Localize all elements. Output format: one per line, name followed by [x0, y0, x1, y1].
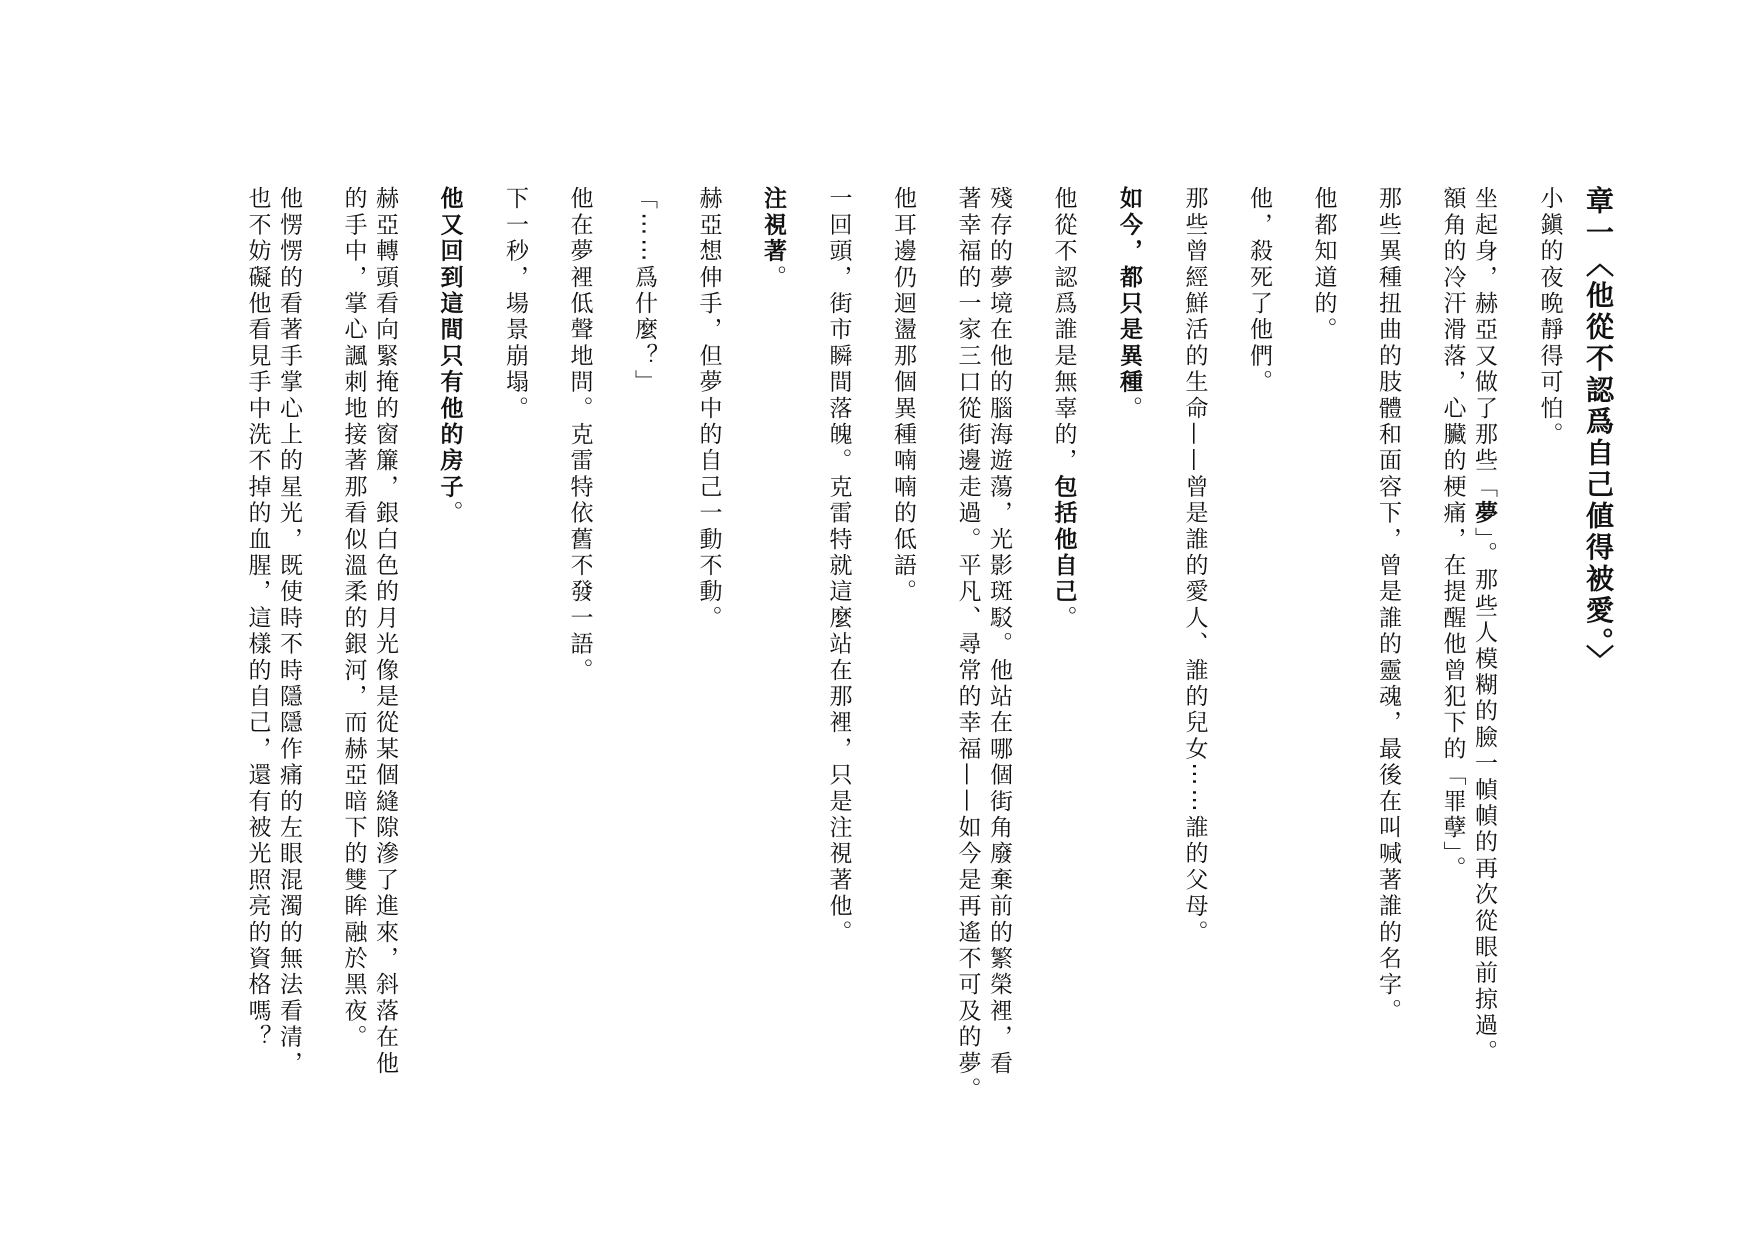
dialogue-line: 「⋯⋯爲什麼？」 — [631, 186, 657, 396]
paragraph: 他愣愣的看著手掌心上的星光，既使時不時隱隱作痛的左眼混濁的無法看清， — [276, 186, 302, 1077]
paragraph: 他都知道的。 — [1310, 186, 1337, 344]
vertical-text-body — [241, 186, 1615, 1103]
emphasis: 注視著 — [760, 186, 787, 265]
paragraph: 他耳邊仍迴盪那個異種喃喃的低語。 — [890, 186, 916, 606]
paragraph: 他又回到這間只有他的房子。 — [436, 186, 464, 527]
paragraph: 他在夢裡低聲地問。克雷特依舊不發一語。 — [566, 186, 593, 684]
paragraph: 那些異種扭曲的肢體和面容下，曾是誰的靈魂，最後在叫喊著誰的名字。 — [1375, 186, 1401, 1025]
paragraph: 殘存的夢境在他的腦海遊蕩，光影斑駁。他站在哪個街角廢棄前的繁榮裡，看 — [986, 186, 1012, 1077]
paragraph: 那些曾經鮮活的生命——曾是誰的愛人、誰的兒女⋯⋯誰的父母。 — [1181, 186, 1208, 946]
paragraph-continued: 著幸福的一家三口從街邊走過。平凡、尋常的幸福——如今是再遙不可及的夢。 — [954, 186, 981, 1103]
paragraph: 他，殺死了他們。 — [1246, 186, 1272, 396]
paragraph-continued: 額角的冷汗滑落，心臟的梗痛，在提醒他曾犯下的「罪孽」。 — [1439, 186, 1466, 882]
emphasis: 包括他自己 — [1050, 474, 1078, 606]
paragraph-continued: 的手中，掌心諷刺地接著那看似溫柔的銀河，而赫亞暗下的雙眸融於黑夜。 — [340, 186, 367, 1051]
paragraph-continued: 也不妨礙他看見手中洗不掉的血腥，這樣的自己，還有被光照亮的資格嗎？ — [244, 186, 271, 1051]
paragraph: 小鎭的夜晩靜得可怕。 — [1536, 186, 1563, 448]
paragraph: 下一秒，場景崩塌。 — [502, 186, 528, 422]
emphasis: 他又回到這間只有他的房子 — [436, 186, 464, 501]
emphasis: 夢 — [1471, 500, 1498, 527]
chapter-title: 章一〈他從不認爲自己値得被愛。〉 — [1582, 186, 1615, 676]
paragraph: 如今，都只是異種。 — [1116, 186, 1143, 422]
paragraph: 一回頭，街市瞬間落魄。克雷特就這麼站在那裡，只是注視著他。 — [825, 186, 852, 946]
paragraph: 注視著。 — [760, 186, 787, 291]
emphasis: 如今，都只是異種 — [1116, 186, 1143, 396]
paragraph: 赫亞想伸手，但夢中的自己一動不動。 — [695, 186, 722, 632]
paragraph: 坐起身，赫亞又做了那些「夢」。那些人模糊的臉一幀幀的再次從眼前掠過。 — [1471, 186, 1498, 1066]
paragraph: 他從不認爲誰是無辜的，包括他自己。 — [1050, 186, 1078, 632]
paragraph: 赫亞轉頭看向緊掩的窗簾，銀白色的月光像是從某個縫隙滲了進來，斜落在他 — [372, 186, 398, 1077]
